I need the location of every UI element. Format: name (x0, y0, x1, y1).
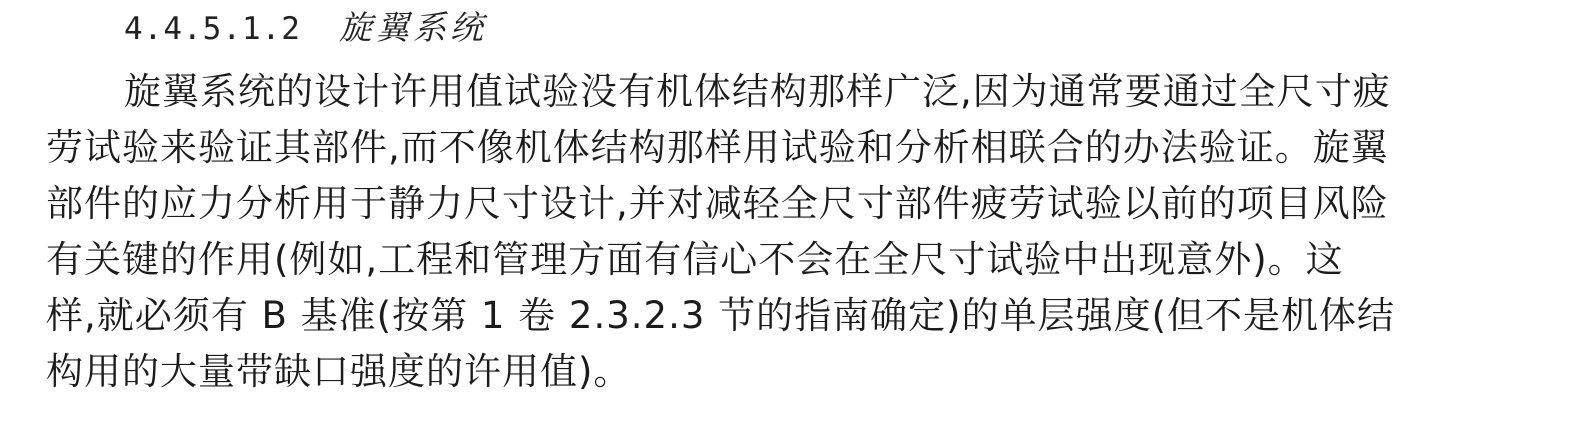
section-number: 4.4.5.1.2 (124, 11, 301, 47)
paragraph-line: 劳试验来验证其部件,而不像机体结构那样用试验和分析相联合的办法验证。旋翼 (46, 126, 1389, 169)
paragraph-line: 部件的应力分析用于静力尺寸设计,并对减轻全尺寸部件疲劳试验以前的项目风险 (46, 182, 1389, 225)
section-heading (124, 6, 487, 50)
body-paragraph (46, 64, 1536, 400)
section-title: 旋翼系统 (338, 8, 487, 47)
paragraph-line: 样,就必须有 B 基准(按第 1 卷 2.3.2.3 节的指南确定)的单层强度(但不是机体结 (46, 294, 1396, 337)
paragraph-line: 旋翼系统的设计许用值试验没有机体结构那样广泛,因为通常要通过全尺寸疲 (124, 70, 1391, 113)
paragraph-line: 有关键的作用(例如,工程和管理方面有信心不会在全尺寸试验中出现意外)。这 (46, 238, 1344, 281)
paragraph-line: 构用的大量带缺口强度的许用值)。 (46, 350, 632, 393)
